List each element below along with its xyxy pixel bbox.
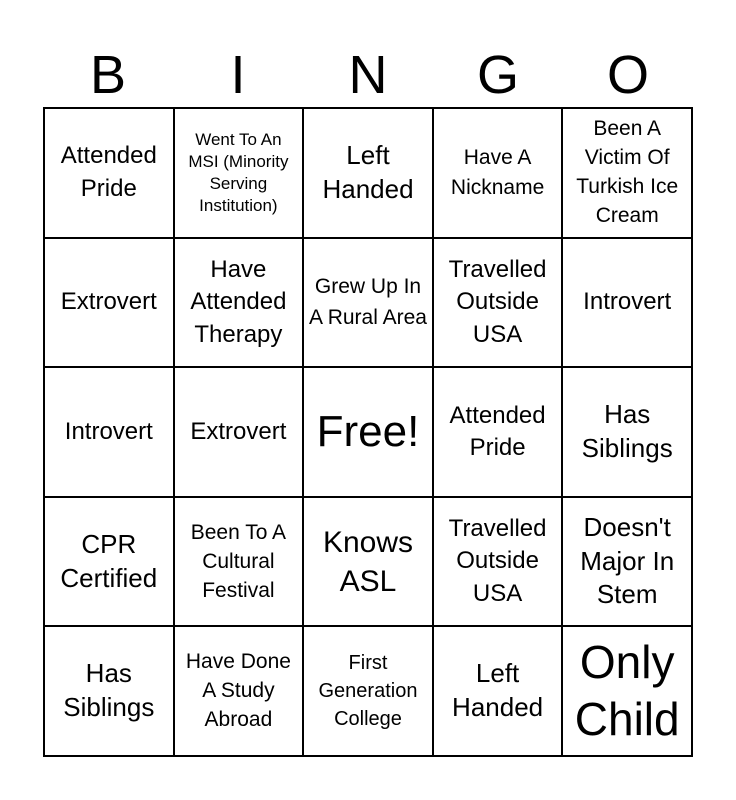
bingo-cell-free[interactable]: [303, 367, 433, 497]
bingo-cell-r3-c4[interactable]: [433, 367, 563, 497]
cell-label: Been A Victim Of Turkish Ice Cream: [576, 116, 679, 227]
bingo-cell-r4-c2[interactable]: [174, 497, 304, 627]
bingo-cell-r1-c4[interactable]: [433, 108, 563, 238]
header-letter-n: N: [348, 45, 388, 105]
bingo-cell-r3-c2[interactable]: [174, 367, 304, 497]
cell-label: Extrovert: [60, 288, 157, 316]
cell-label: Knows ASL: [322, 525, 414, 598]
cell-label: Travelled Outside USA: [448, 515, 547, 607]
bingo-cell-r1-c3[interactable]: [303, 108, 433, 238]
bingo-cell-r2-c4[interactable]: [433, 238, 563, 368]
cell-label: Travelled Outside USA: [448, 255, 547, 348]
bingo-cell-r5-c2[interactable]: [174, 626, 304, 756]
bingo-cell-r3-c1[interactable]: [44, 367, 174, 497]
cell-label: Doesn't Major In Stem: [580, 511, 675, 610]
bingo-header: [43, 42, 693, 108]
cell-label: CPR Certified: [60, 528, 158, 593]
bingo-cell-r2-c5[interactable]: [562, 238, 692, 368]
header-letter-g: G: [476, 45, 519, 105]
cell-label: Extrovert: [190, 417, 287, 445]
bingo-cell-r4-c4[interactable]: [433, 497, 563, 627]
bingo-cell-r3-c5[interactable]: [562, 367, 692, 497]
header-letter-o: O: [606, 45, 649, 105]
cell-label: Have A Nickname: [450, 146, 545, 199]
header-letter-b: B: [89, 45, 127, 105]
header-letter-i: I: [230, 45, 246, 105]
cell-label: Went To An MSI (Minority Serving Institution): [188, 129, 289, 215]
bingo-cell-r4-c1[interactable]: [44, 497, 174, 627]
cell-label: Grew Up In A Rural Area: [309, 274, 427, 330]
free-space-label: Free!: [316, 406, 420, 456]
bingo-cell-r2-c3[interactable]: [303, 238, 433, 368]
cell-label: Has Siblings: [63, 658, 155, 723]
cell-label: Attended Pride: [60, 142, 157, 202]
cell-label: Only Child: [574, 635, 680, 746]
cell-label: Been To A Cultural Festival: [190, 520, 287, 603]
bingo-cell-r2-c1[interactable]: [44, 238, 174, 368]
bingo-cell-r5-c3[interactable]: [303, 626, 433, 756]
bingo-cell-r2-c2[interactable]: [174, 238, 304, 368]
bingo-cell-r5-c4[interactable]: [433, 626, 563, 756]
bingo-cell-r1-c5[interactable]: [562, 108, 692, 238]
bingo-cell-r1-c1[interactable]: [44, 108, 174, 238]
bingo-cell-r1-c2[interactable]: [174, 108, 304, 238]
cell-label: Introvert: [64, 417, 153, 445]
cell-label: Left Handed: [322, 140, 414, 204]
bingo-board: [43, 107, 693, 757]
cell-label: Introvert: [583, 288, 672, 316]
cell-label: Has Siblings: [581, 399, 673, 463]
cell-label: Left Handed: [452, 658, 544, 723]
cell-label: Have Done A Study Abroad: [185, 649, 291, 731]
bingo-cell-r5-c1[interactable]: [44, 626, 174, 756]
bingo-cell-r4-c3[interactable]: [303, 497, 433, 627]
bingo-cell-r4-c5[interactable]: [562, 497, 692, 627]
cell-label: First Generation College: [318, 652, 418, 731]
cell-label: Have Attended Therapy: [190, 255, 287, 348]
cell-label: Attended Pride: [449, 401, 546, 461]
bingo-cell-r5-c5[interactable]: [562, 626, 692, 756]
